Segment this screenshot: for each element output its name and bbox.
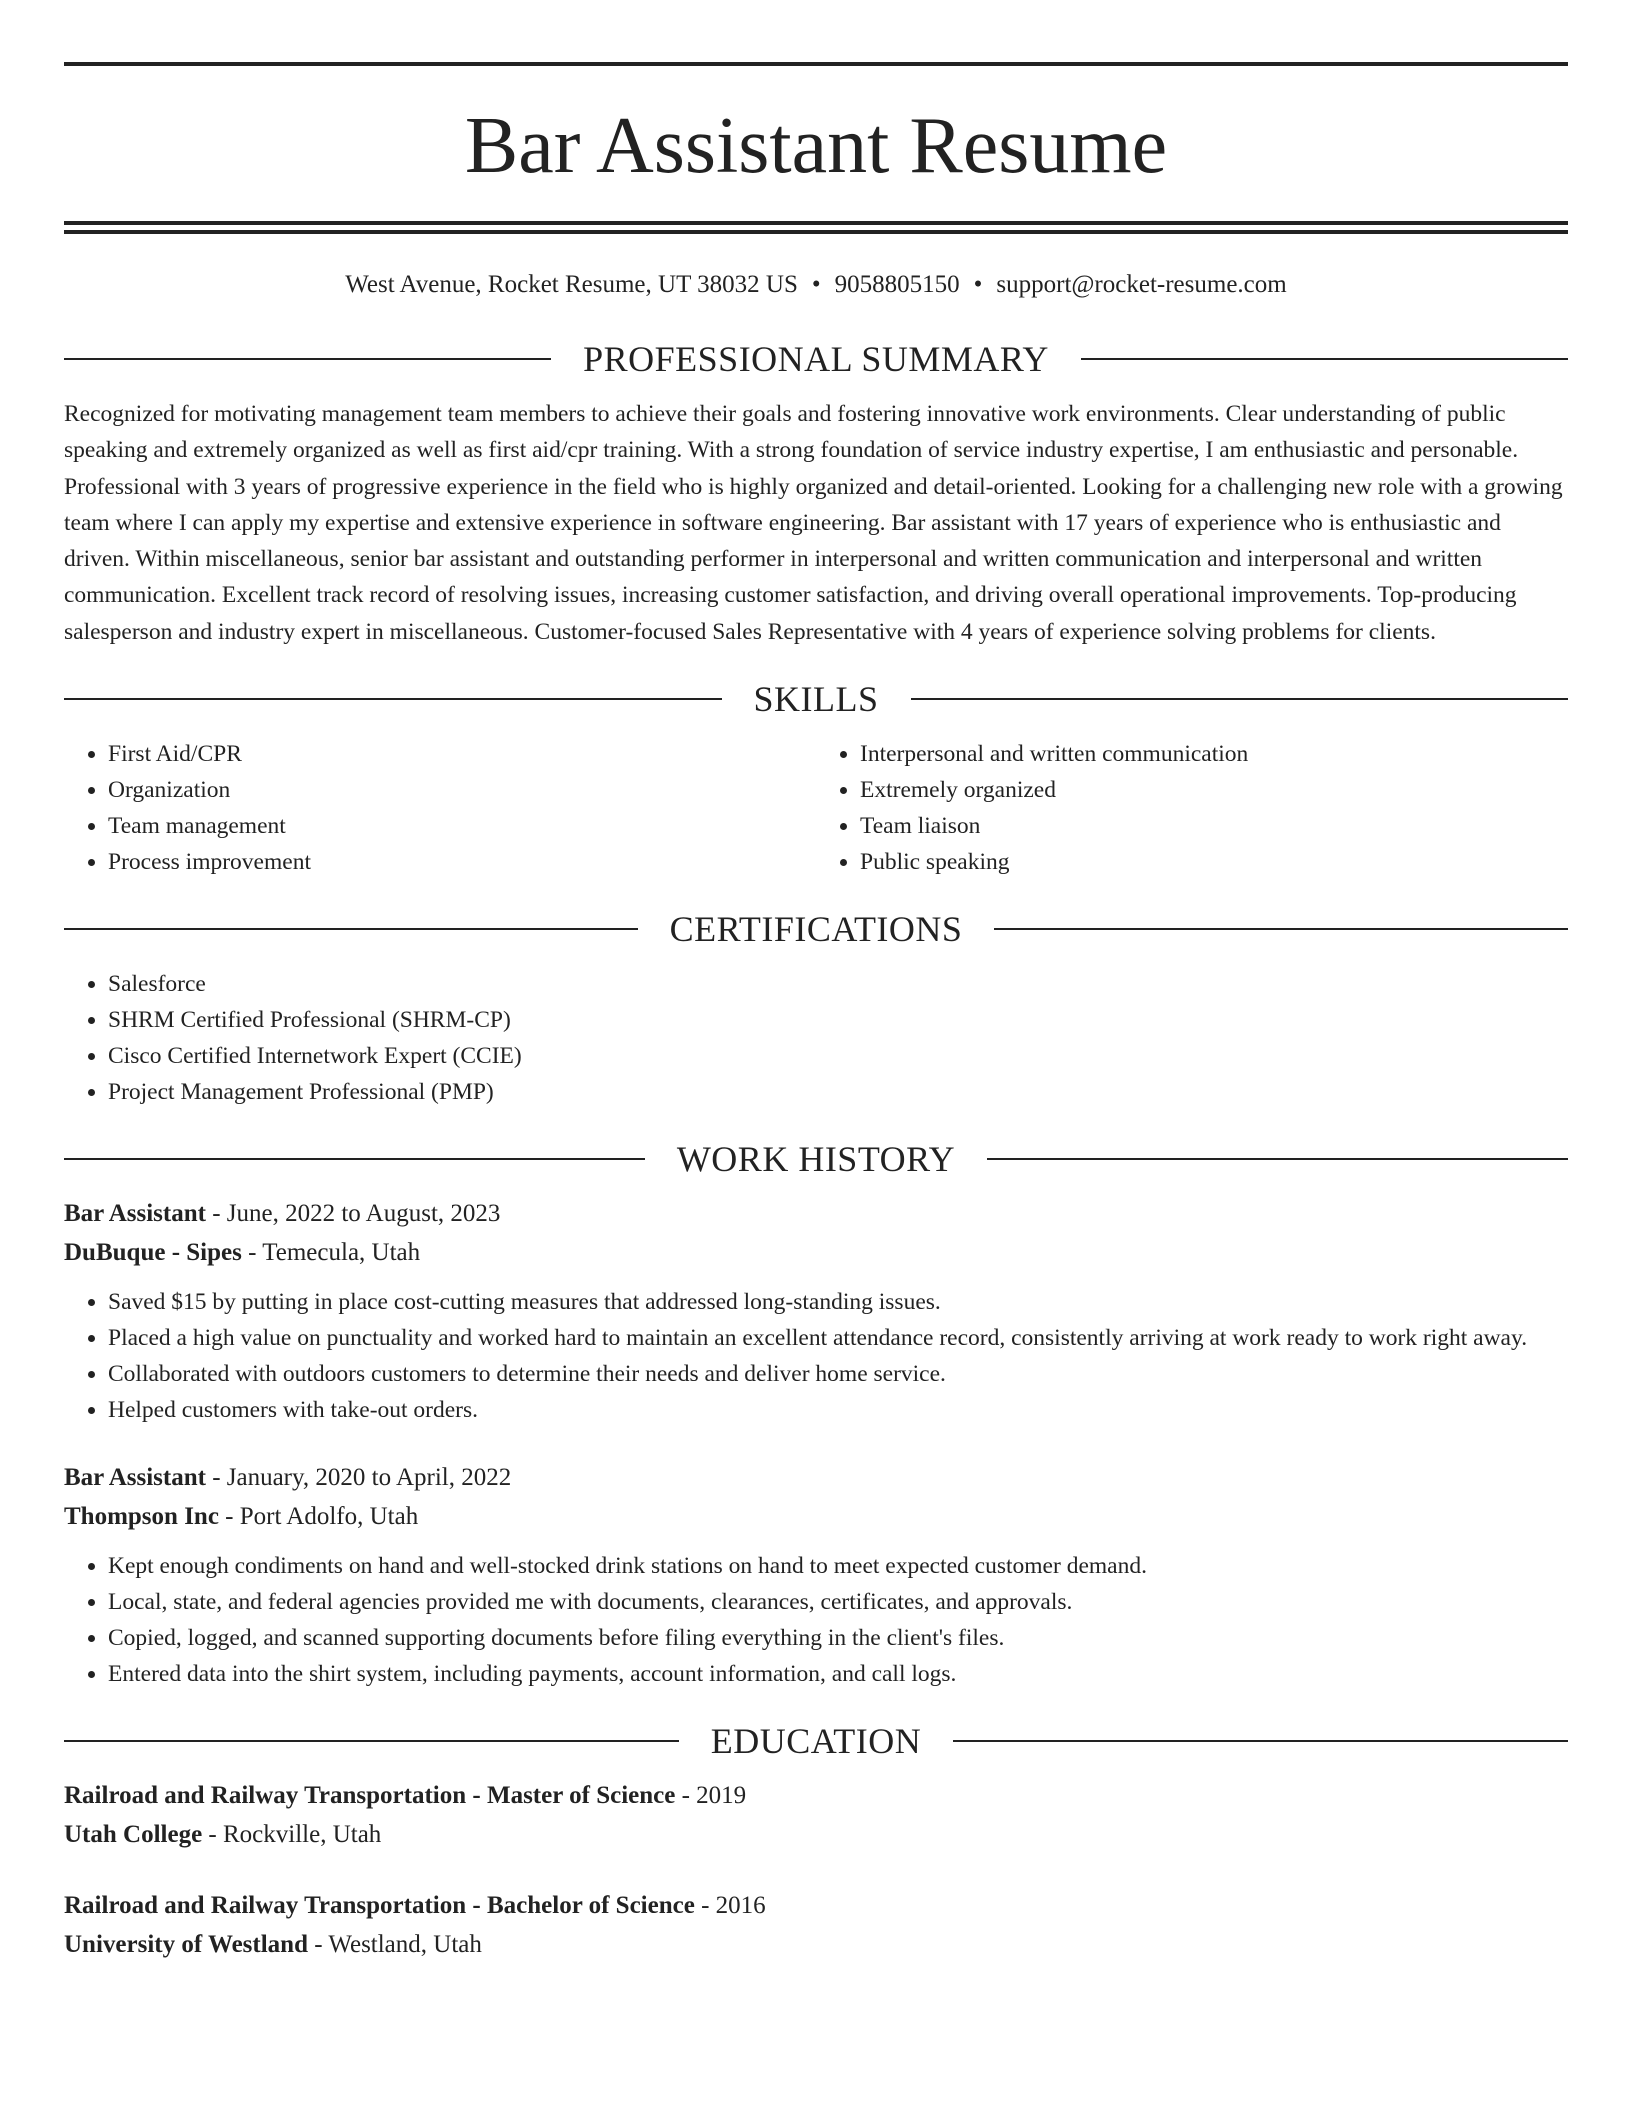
- list-item: • Interpersonal and written communication: [860, 736, 1568, 772]
- list-item: • First Aid/CPR: [108, 736, 816, 772]
- certifications-section-header: [64, 906, 1568, 952]
- skills-list-right: [816, 736, 1568, 880]
- job-company-line: [64, 1497, 1568, 1536]
- section-divider: [64, 928, 638, 930]
- section-title: EDUCATION: [710, 1721, 922, 1762]
- job-location: - Port Adolfo, Utah: [218, 1503, 419, 1531]
- list-item: • Helped customers with take-out orders.: [108, 1392, 1568, 1428]
- education-school: Utah College: [64, 1821, 203, 1849]
- list-item: • SHRM Certified Professional (SHRM-CP): [108, 1002, 1568, 1038]
- title-double-rule: [64, 221, 1568, 234]
- list-item: • Local, state, and federal agencies provided me with documents, clearances, certificates, and approvals.: [108, 1584, 1568, 1620]
- section-divider: [987, 1158, 1568, 1160]
- education-degree-line: [64, 1776, 1568, 1815]
- job-bullets: [64, 1548, 1568, 1692]
- list-item: • Salesforce: [108, 966, 1568, 1002]
- section-title: PROFESSIONAL SUMMARY: [583, 339, 1049, 379]
- education-location: - Rockville, Utah: [202, 1821, 382, 1849]
- job-bullets: [64, 1284, 1568, 1428]
- list-item: • Organization: [108, 772, 816, 808]
- list-item: • Placed a high value on punctuality and worked hard to maintain an excellent attendance record, consistently arriving at work ready to work right away.: [108, 1320, 1568, 1356]
- section-divider: [1081, 358, 1568, 360]
- list-item: • Cisco Certified Internetwork Expert (CCIE): [108, 1038, 1568, 1074]
- education-year: - 2016: [694, 1892, 766, 1920]
- education-degree: Railroad and Railway Transportation - Bachelor of Science: [64, 1892, 695, 1920]
- skills-columns: [64, 722, 1568, 880]
- section-divider: [64, 1740, 679, 1742]
- job-dates: - June, 2022 to August, 2023: [205, 1200, 501, 1228]
- job-title: Bar Assistant: [64, 1464, 206, 1492]
- job-company-line: [64, 1233, 1568, 1272]
- contact-separator: •: [973, 271, 983, 298]
- education-year: - 2019: [675, 1782, 747, 1810]
- section-title: SKILLS: [753, 679, 879, 720]
- list-item: • Entered data into the shirt system, including payments, account information, and call logs.: [108, 1656, 1568, 1692]
- list-item: • Kept enough condiments on hand and well-stocked drink stations on hand to meet expected customer demand.: [108, 1548, 1568, 1584]
- education-location: - Westland, Utah: [308, 1931, 482, 1959]
- skills-list-left: [64, 736, 816, 880]
- list-item: • Collaborated with outdoors customers to determine their needs and deliver home service.: [108, 1356, 1568, 1392]
- list-item: • Project Management Professional (PMP): [108, 1074, 1568, 1110]
- job-title-line: [64, 1194, 1568, 1233]
- education-entry: [64, 1776, 1568, 1854]
- contact-email[interactable]: support@rocket-resume.com: [996, 271, 1287, 298]
- job-entry: [64, 1194, 1568, 1428]
- section-divider: [953, 1740, 1568, 1742]
- section-divider: [64, 698, 722, 700]
- list-item: • Team liaison: [860, 808, 1568, 844]
- job-dates: - January, 2020 to April, 2022: [205, 1464, 512, 1492]
- job-company: Thompson Inc: [64, 1503, 219, 1531]
- page-title: Bar Assistant Resume: [464, 102, 1168, 190]
- contact-separator: •: [811, 271, 821, 298]
- work-section-header: [64, 1136, 1568, 1182]
- section-title: WORK HISTORY: [676, 1139, 956, 1180]
- job-title: Bar Assistant: [64, 1200, 206, 1228]
- job-company: DuBuque - Sipes: [64, 1239, 242, 1267]
- summary-text: Recognized for motivating management team members to achieve their goals and fostering innovative work environments. Clear understanding of public speaking and extremely organized as well as first aid/cpr training. With a strong foundation of service industry expertise, I am enthusiastic and personable. Professional with 3 years of progressive experience in the field who is highly organized and detail-oriented. Looking for a challenging new role with a growing team where I can apply my expertise and extensive experience in software engineering. Bar assistant with 17 years of experience who is enthusiastic and driven. Within miscellaneous, senior bar assistant and outstanding performer in interpersonal and written communication and interpersonal and written communication. Excellent track record of resolving issues, increasing customer satisfaction, and driving overall operational improvements. Top-producing salesperson and industry expert in miscellaneous. Customer-focused Sales Representative with 4 years of experience solving problems for clients.: [64, 401, 1563, 645]
- contact-line: [64, 270, 1568, 300]
- contact-phone[interactable]: 9058805150: [834, 271, 960, 298]
- list-item: • Public speaking: [860, 844, 1568, 880]
- section-title: CERTIFICATIONS: [669, 909, 963, 950]
- education-degree-line: [64, 1886, 1568, 1925]
- list-item: • Saved $15 by putting in place cost-cutting measures that addressed long-standing issues.: [108, 1284, 1568, 1320]
- list-item: • Extremely organized: [860, 772, 1568, 808]
- summary-section-header: [64, 336, 1568, 382]
- contact-address: West Avenue, Rocket Resume, UT 38032 US: [345, 271, 798, 298]
- education-section-header: [64, 1718, 1568, 1764]
- list-item: • Process improvement: [108, 844, 816, 880]
- certifications-list: [64, 966, 1568, 1110]
- job-entry: [64, 1458, 1568, 1692]
- section-divider: [994, 928, 1568, 930]
- top-rule: [64, 62, 1568, 66]
- list-item: • Team management: [108, 808, 816, 844]
- job-location: - Temecula, Utah: [241, 1239, 421, 1267]
- skills-section-header: [64, 676, 1568, 722]
- section-divider: [64, 358, 551, 360]
- education-school: University of Westland: [64, 1931, 308, 1959]
- education-school-line: [64, 1925, 1568, 1964]
- education-degree: Railroad and Railway Transportation - Master of Science: [64, 1782, 676, 1810]
- education-school-line: [64, 1815, 1568, 1854]
- section-divider: [64, 1158, 645, 1160]
- list-item: • Copied, logged, and scanned supporting documents before filing everything in the client's files.: [108, 1620, 1568, 1656]
- education-entry: [64, 1886, 1568, 1964]
- job-title-line: [64, 1458, 1568, 1497]
- section-divider: [911, 698, 1569, 700]
